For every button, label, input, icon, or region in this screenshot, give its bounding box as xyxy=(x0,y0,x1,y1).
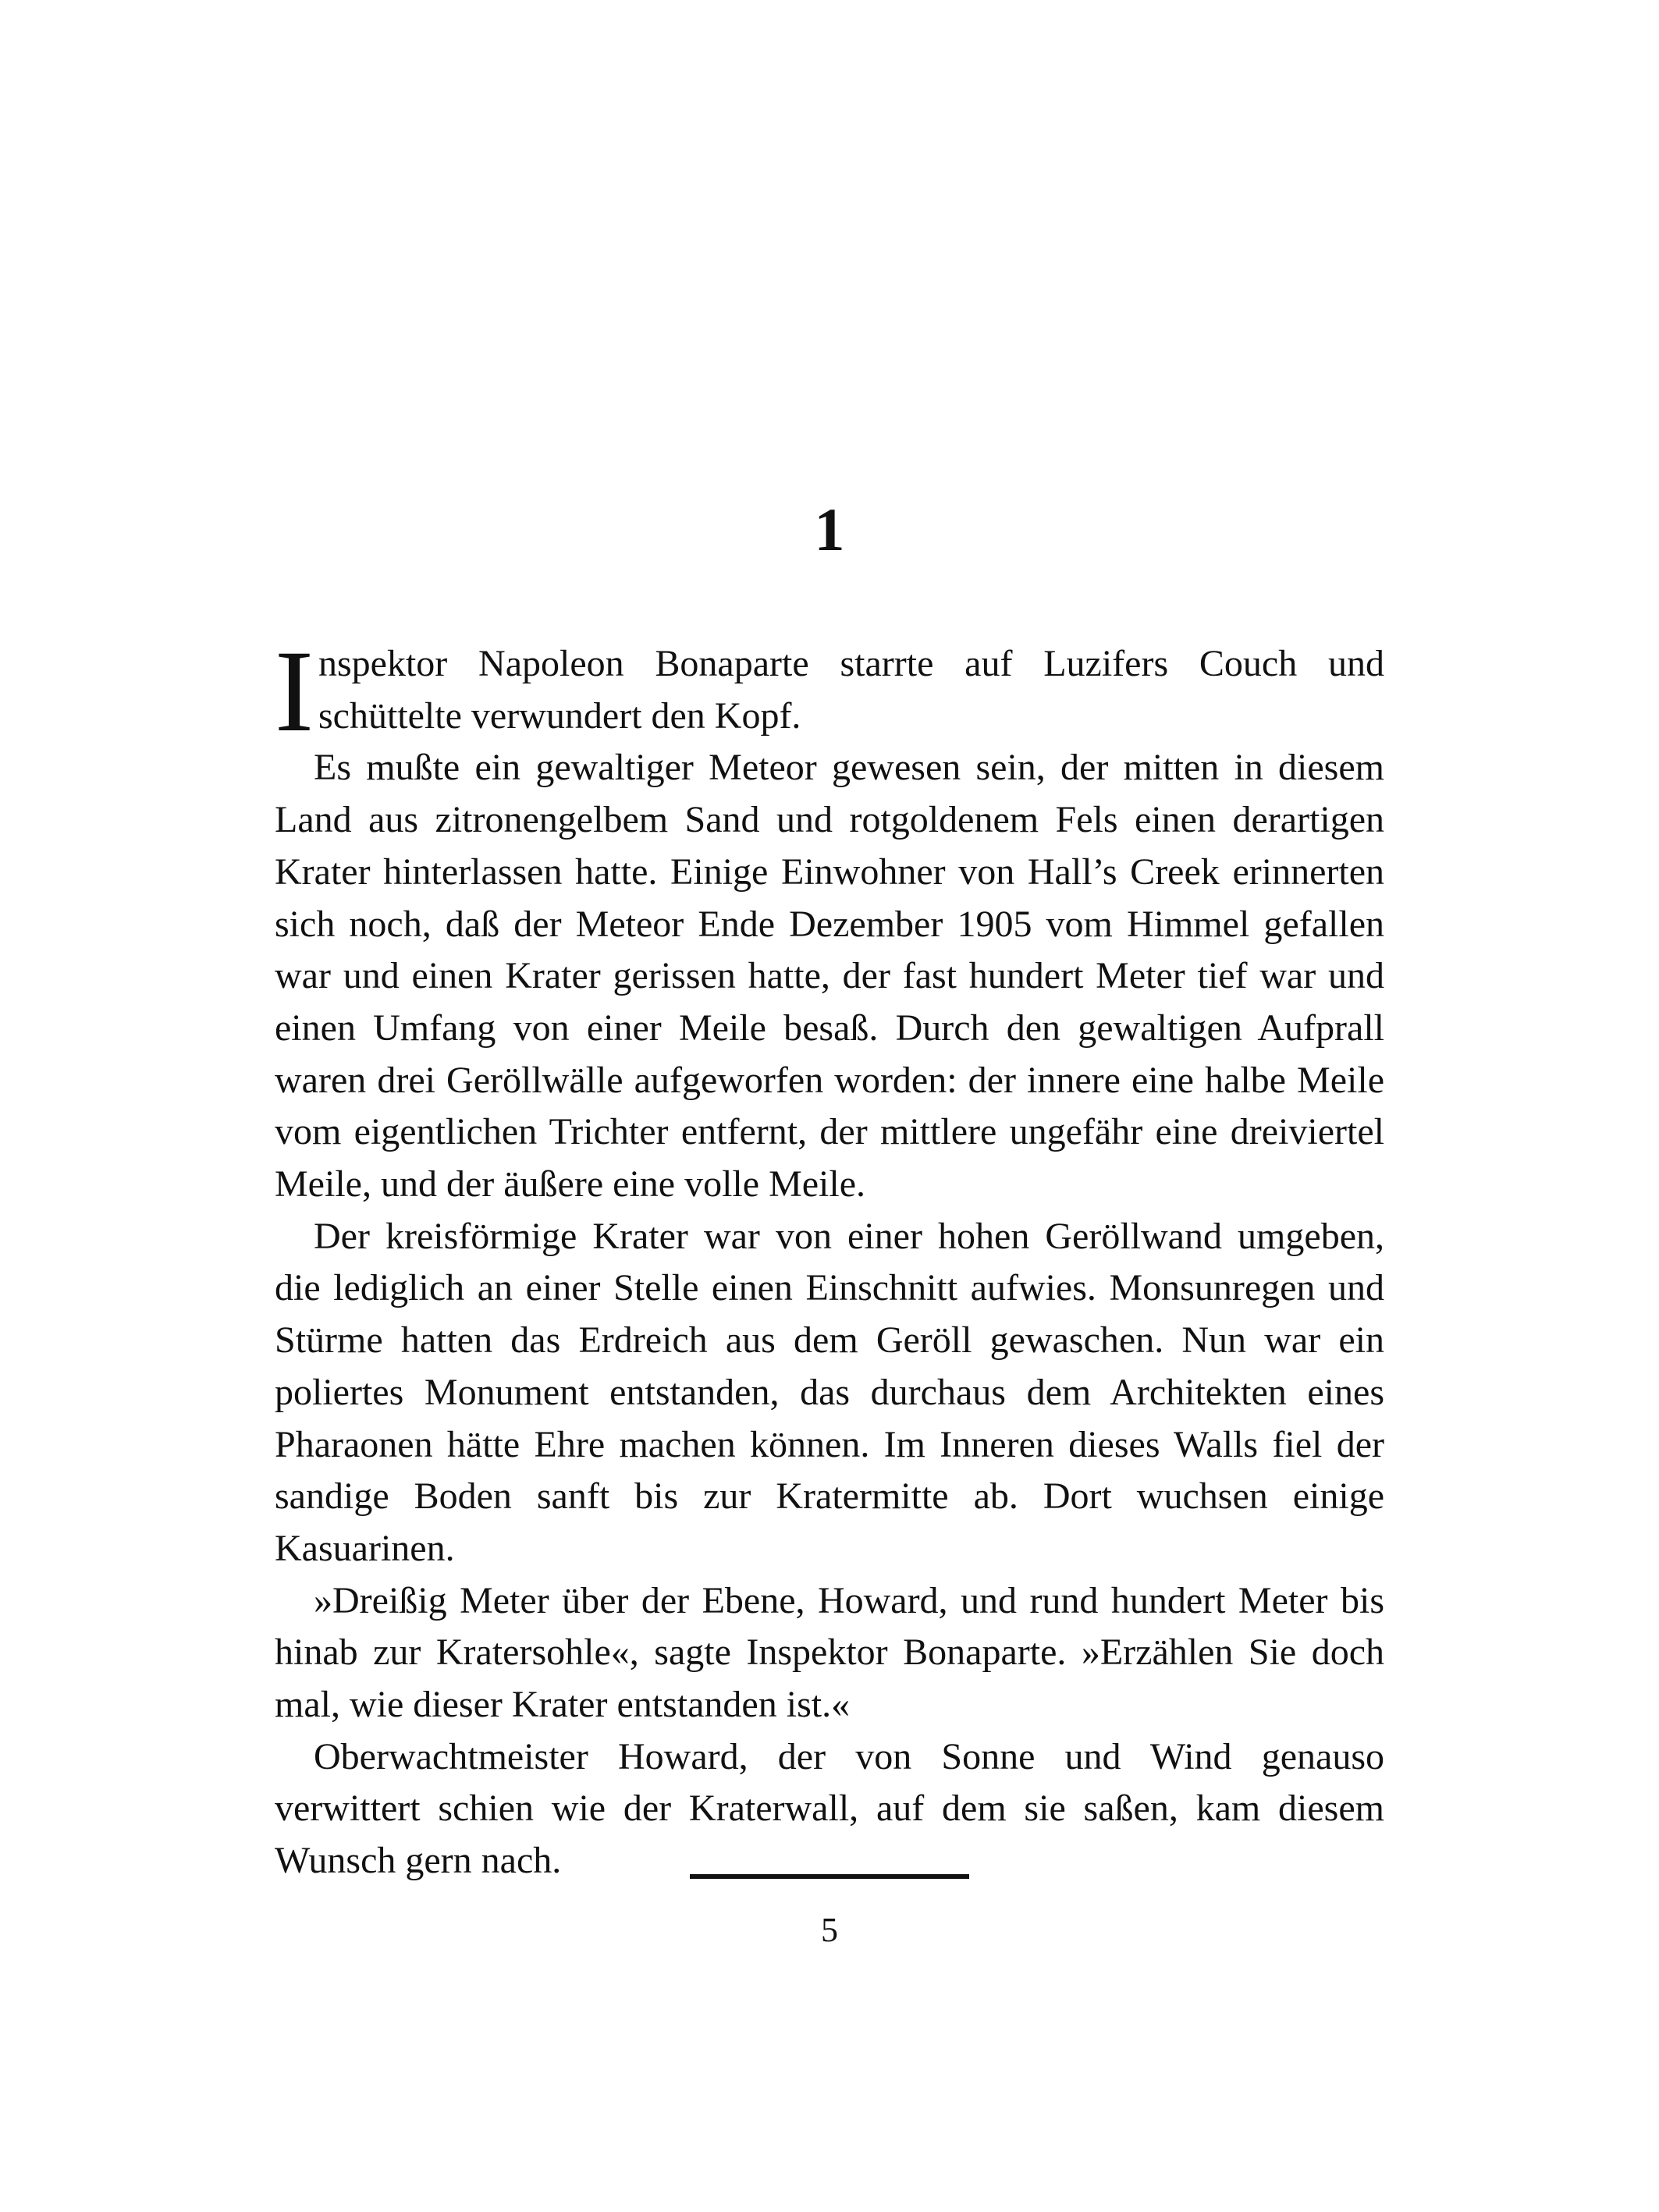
paragraph-1 xyxy=(275,627,1384,756)
paragraph-1-text: nspektor Napoleon Bonaparte starrte auf Luzifers Couch und schüttelte verwundert den Kopf. xyxy=(318,643,1384,737)
chapter-number: 1 xyxy=(814,495,845,563)
page-number: 5 xyxy=(821,1911,838,1949)
paragraph-5: Oberwachtmeister Howard, der von Sonne und Wind genauso verwittert schien wie der Kraterwall, auf dem sie saßen, kam diesem Wunsch gern nach. xyxy=(275,1735,1384,1882)
paragraph-3: Der kreisförmige Krater war von einer hohen Geröllwand umgeben, die lediglich an einer Stelle einen Einschnitt aufwies. Monsunregen und Stürme hatten das Erdreich aus dem Geröll gewaschen. Nun war ein poliertes Monument entstanden, das durchaus dem Architekten eines Pharaonen hätte Ehre machen können. Im Inneren dieses Walls fiel der sandige Boden sanft bis zur Kratermitte ab. Dort wuchsen einige Kasuarinen. xyxy=(275,1215,1384,1569)
body-text xyxy=(275,627,1384,1887)
drop-cap: I xyxy=(275,627,314,756)
paragraph-2: Es mußte ein gewaltiger Meteor gewesen sein, der mitten in diesem Land aus zitronengelbem Sand und rotgoldenem Fels einen derartigen Krater hinterlassen hatte. Einige Einwohner von Hall’s Creek erinnerten sich noch, daß der Meteor Ende Dezember 1905 vom Himmel gefallen war und einen Krater gerissen hatte, der fast hundert Meter tief war und einen Umfang von einer Meile besaß. Durch den gewaltigen Aufprall waren drei Geröllwälle aufgeworfen worden: der innere eine halbe Meile vom eigentlichen Trichter entfernt, der mittlere ungefähr eine dreiviertel Meile, und der äußere eine volle Meile. xyxy=(275,747,1384,1205)
footer-rule xyxy=(690,1874,969,1879)
paragraph-4: »Dreißig Meter über der Ebene, Howard, und rund hundert Meter bis hinab zur Kratersohle«, sagte Inspektor Bonaparte. »Erzählen Sie doch mal, wie dieser Krater entstanden ist.« xyxy=(275,1579,1384,1726)
